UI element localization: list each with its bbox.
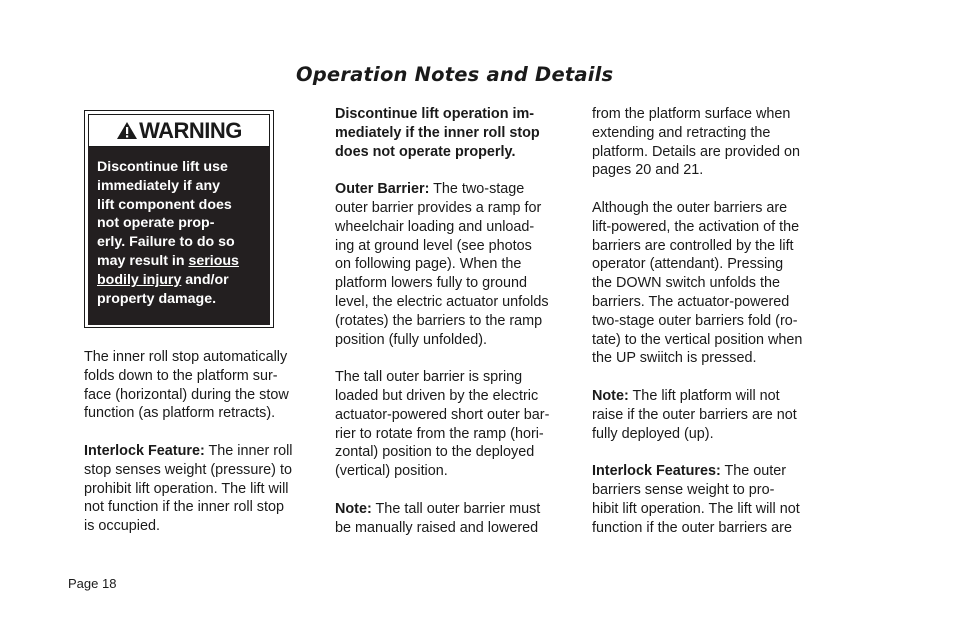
warning-header — [88, 114, 270, 147]
bold-run: Outer Barrier: — [335, 181, 430, 198]
column-1 — [84, 348, 293, 555]
text-run: not operate prop- — [97, 215, 215, 232]
text-run: prohibit lift operation. The lift will — [84, 480, 289, 497]
text-line — [335, 180, 549, 199]
text-line — [84, 367, 293, 386]
text-run: position (fully unfolded). — [335, 331, 487, 348]
text-run: level, the electric actuator unfolds — [335, 293, 549, 310]
text-run: on following page). When the — [335, 256, 522, 273]
text-run: outer barrier provides a ramp for — [335, 199, 542, 216]
text-line — [592, 481, 802, 500]
text-run: actuator-powered short outer bar- — [335, 406, 550, 423]
text-run: two-stage outer barriers fold (ro- — [592, 312, 798, 329]
text-run: be manually raised and lowered — [335, 519, 539, 536]
text-line — [335, 105, 549, 124]
text-line — [335, 406, 549, 425]
text-run: The tall outer barrier must — [371, 500, 541, 517]
text-run: the UP swiitch is pressed. — [592, 350, 757, 367]
text-line — [97, 214, 270, 233]
text-run: from the platform surface when — [592, 106, 791, 122]
text-line — [592, 406, 802, 425]
text-line — [592, 161, 802, 180]
bold-run: does not operate properly. — [335, 143, 516, 160]
text-run: stop senses weight (pressure) to — [84, 461, 292, 478]
text-line — [335, 199, 549, 218]
text-line — [335, 293, 549, 312]
text-line — [97, 177, 270, 196]
text-run: barriers are controlled by the lift — [592, 237, 794, 254]
text-run: function (as platform retracts). — [84, 405, 276, 422]
text-run: The inner roll — [204, 442, 293, 459]
paragraph — [335, 105, 549, 161]
text-line — [592, 462, 802, 481]
text-line — [335, 368, 549, 387]
text-line — [592, 218, 802, 237]
text-line — [335, 500, 549, 519]
text-run: barriers. The actuator-powered — [592, 293, 790, 310]
text-line — [592, 274, 802, 293]
text-line — [335, 124, 549, 143]
text-run: raise if the outer barriers are not — [592, 406, 797, 423]
text-line — [592, 237, 802, 256]
text-line — [97, 252, 270, 271]
text-run: lift component does — [97, 196, 232, 213]
text-run: Although the outer barriers are — [592, 199, 788, 216]
bold-run: Note: — [592, 387, 629, 404]
text-run: The tall outer barrier is spring — [335, 369, 523, 386]
text-line — [335, 274, 549, 293]
text-line — [97, 158, 270, 177]
text-line — [592, 105, 802, 124]
text-line — [97, 196, 270, 215]
text-line — [592, 199, 802, 218]
text-run: (vertical) position. — [335, 463, 448, 480]
text-line — [592, 387, 802, 406]
text-run: The inner roll stop automatically — [84, 349, 288, 365]
underlined-run: serious — [188, 252, 239, 269]
text-line — [84, 480, 293, 499]
bold-run: Note: — [335, 500, 372, 517]
text-run: the DOWN switch unfolds the — [592, 275, 780, 292]
warning-box — [84, 110, 274, 328]
paragraph — [84, 442, 293, 536]
text-line — [335, 462, 549, 481]
text-line — [335, 143, 549, 162]
text-line — [592, 331, 802, 350]
text-run: The lift platform will not — [628, 387, 780, 404]
text-run: The two-stage — [429, 181, 525, 198]
text-run: property damage. — [97, 290, 217, 307]
bold-run: Discontinue lift operation im- — [335, 106, 535, 122]
text-run: operator (attendant). Pressing — [592, 256, 784, 273]
text-run: and/or — [181, 271, 229, 288]
text-run: face (horizontal) during the stow — [84, 386, 289, 403]
text-line — [592, 124, 802, 143]
text-run: immediately if any — [97, 177, 221, 194]
text-run: platform lowers fully to ground — [335, 275, 527, 292]
text-run: The outer — [720, 463, 787, 480]
text-run: fully deployed (up). — [592, 425, 714, 442]
text-line — [97, 271, 270, 290]
text-line — [335, 443, 549, 462]
bold-run: mediately if the inner roll stop — [335, 124, 540, 141]
underlined-run: bodily injury — [97, 271, 182, 288]
paragraph — [592, 199, 802, 368]
text-line — [335, 519, 549, 538]
page-number: Page 18 — [68, 576, 117, 591]
text-run: loaded but driven by the electric — [335, 387, 539, 404]
text-run: pages 20 and 21. — [592, 162, 704, 179]
text-line — [592, 255, 802, 274]
text-run: lift-powered, the activation of the — [592, 218, 800, 235]
text-run: is occupied. — [84, 518, 160, 535]
text-run: wheelchair loading and unload- — [335, 218, 535, 235]
paragraph — [592, 387, 802, 443]
text-line — [592, 349, 802, 368]
text-line — [84, 517, 293, 536]
paragraph — [84, 348, 293, 423]
column-3 — [592, 105, 802, 556]
text-run: may result in — [97, 252, 189, 269]
text-run: platform. Details are provided on — [592, 143, 800, 160]
text-run: tate) to the vertical position when — [592, 331, 803, 348]
text-line — [592, 143, 802, 162]
text-line — [592, 293, 802, 312]
text-line — [335, 312, 549, 331]
text-run: extending and retracting the — [592, 124, 771, 141]
text-line — [84, 498, 293, 517]
text-run: folds down to the platform sur- — [84, 367, 278, 384]
text-line — [84, 404, 293, 423]
warning-label: WARNING — [139, 117, 242, 143]
text-run: zontal) position to the deployed — [335, 444, 535, 461]
paragraph — [335, 180, 549, 349]
bold-run: Interlock Features: — [592, 463, 721, 480]
text-line — [84, 442, 293, 461]
text-line — [335, 218, 549, 237]
paragraph — [335, 500, 549, 538]
text-run: erly. Failure to do so — [97, 234, 235, 251]
paragraph — [335, 368, 549, 481]
text-line — [592, 500, 802, 519]
text-line — [592, 425, 802, 444]
text-line — [335, 331, 549, 350]
text-run: hibit lift operation. The lift will not — [592, 500, 800, 517]
text-line — [97, 290, 270, 309]
paragraph — [592, 462, 802, 537]
text-run: Discontinue lift use — [97, 159, 228, 175]
text-line — [335, 255, 549, 274]
bold-run: Interlock Feature: — [84, 442, 205, 459]
text-run: rier to rotate from the ramp (hori- — [335, 425, 544, 442]
text-line — [84, 348, 293, 367]
text-line — [592, 312, 802, 331]
text-run: not function if the inner roll stop — [84, 499, 284, 516]
page-title: Operation Notes and Details — [296, 63, 614, 86]
column-2 — [335, 105, 549, 556]
text-line — [592, 519, 802, 538]
text-line — [84, 461, 293, 480]
text-run: barriers sense weight to pro- — [592, 481, 775, 498]
warning-triangle-icon — [116, 121, 138, 140]
text-line — [335, 237, 549, 256]
text-line — [84, 386, 293, 405]
text-line — [97, 233, 270, 252]
text-run: (rotates) the barriers to the ramp — [335, 312, 543, 329]
warning-text — [88, 147, 270, 325]
text-line — [335, 425, 549, 444]
text-run: ing at ground level (see photos — [335, 237, 532, 254]
text-line — [335, 387, 549, 406]
text-run: function if the outer barriers are — [592, 519, 792, 536]
paragraph — [592, 105, 802, 180]
